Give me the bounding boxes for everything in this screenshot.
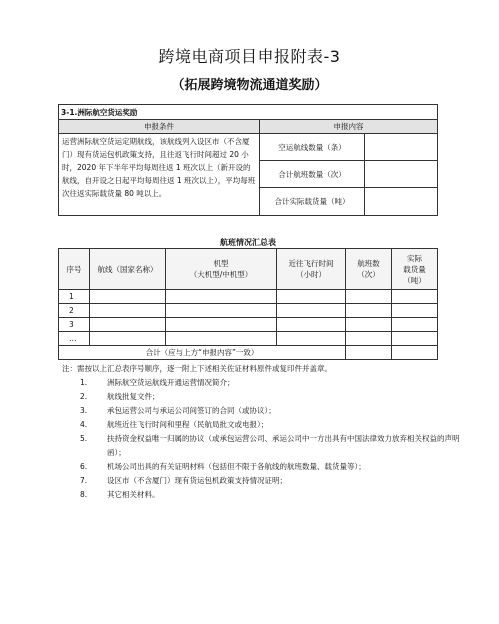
note-item — [62, 376, 462, 390]
notes-lead: 注：需按以上汇总表序号顺序，逐一附上下述相关佐证材料原件或复印件并盖章。 — [62, 364, 332, 373]
row-cell[interactable] — [346, 332, 392, 346]
row-seq: 1 — [59, 290, 90, 304]
table-row — [59, 332, 438, 346]
row-seq: 2 — [59, 304, 90, 318]
note-text: 设区市（不含厦门）现有货运包机政策支持情况证明； — [107, 476, 287, 485]
note-item — [62, 474, 462, 488]
row-cell[interactable] — [277, 304, 346, 318]
page-title: 跨境电商项目申报附表-3 — [158, 47, 341, 66]
note-text: 承包运营公司与承运公司间签订的合同（或协议）； — [107, 406, 276, 415]
note-item — [62, 404, 462, 418]
note-text: 扶持资金权益唯一归属的协议（或承包运营公司、承运公司中一方出具有中国法律效力放弃相关权益的声明函）； — [107, 434, 460, 457]
col-header-cargo: 实际 载货量 （吨） — [392, 249, 438, 290]
content-value-cargo[interactable] — [365, 188, 438, 216]
row-cell[interactable] — [392, 304, 438, 318]
content-value-flights[interactable] — [365, 161, 438, 188]
table-row — [59, 304, 438, 318]
table-row — [59, 318, 438, 332]
note-text: 其它相关材料。 — [107, 490, 160, 499]
summary-caption: 航班情况汇总表 — [220, 238, 276, 247]
row-cell[interactable] — [346, 304, 392, 318]
row-seq: 3 — [59, 318, 90, 332]
note-text: 航线批复文件； — [107, 392, 160, 401]
row-cell[interactable] — [166, 290, 277, 304]
note-text: 洲际航空货运航线开通运营情况简介； — [107, 378, 235, 387]
note-item — [62, 390, 462, 404]
note-number: 6. — [80, 462, 88, 471]
condition-header: 申报条件 — [59, 120, 260, 134]
note-item — [62, 460, 462, 474]
note-text: 机场公司出具的有关证明材料（包括但不限于各航线的航班数量、载货量等）； — [107, 462, 366, 471]
total-row — [59, 346, 438, 360]
note-text: 航班近往飞行时间和里程（民航局批文或电报）； — [107, 420, 269, 429]
note-number: 7. — [80, 476, 88, 485]
row-cell[interactable] — [90, 290, 166, 304]
col-header-flights: 航班数 （次） — [346, 249, 392, 290]
col-header-seq: 序号 — [59, 249, 90, 290]
note-number: 8. — [80, 490, 88, 499]
total-flights-cell[interactable] — [346, 346, 392, 360]
page-subtitle: （拓展跨境物流通道奖励） — [171, 78, 328, 93]
row-cell[interactable] — [90, 332, 166, 346]
total-label: 合计（应与上方“申报内容”一致） — [59, 346, 346, 360]
content-item-routes: 空运航线数量（条） — [260, 134, 365, 161]
content-item-flights: 合计航班数量（次） — [260, 161, 365, 188]
note-number: 5. — [80, 434, 88, 443]
note-number: 3. — [80, 406, 88, 415]
content-item-cargo: 合计实际载货量（吨） — [260, 188, 365, 216]
note-number: 4. — [80, 420, 88, 429]
row-cell[interactable] — [346, 290, 392, 304]
row-cell[interactable] — [346, 318, 392, 332]
row-seq: … — [59, 332, 90, 346]
row-cell[interactable] — [90, 318, 166, 332]
note-number: 1. — [80, 378, 88, 387]
content-value-routes[interactable] — [365, 134, 438, 161]
col-header-route: 航线（国家名称） — [90, 249, 166, 290]
row-cell[interactable] — [277, 290, 346, 304]
table-row — [59, 290, 438, 304]
note-item — [62, 418, 462, 432]
row-cell[interactable] — [166, 332, 277, 346]
row-cell[interactable] — [392, 318, 438, 332]
note-number: 2. — [80, 392, 88, 401]
row-cell[interactable] — [90, 304, 166, 318]
col-header-aircraft: 机型 （大机型/中机型） — [166, 249, 277, 290]
note-item — [62, 432, 462, 460]
row-cell[interactable] — [166, 318, 277, 332]
row-cell[interactable] — [277, 332, 346, 346]
row-cell[interactable] — [392, 290, 438, 304]
total-cargo-cell[interactable] — [392, 346, 438, 360]
notes-list — [62, 376, 462, 502]
content-header: 申报内容 — [260, 120, 438, 134]
col-header-hours: 近往飞行时间 （小时） — [277, 249, 346, 290]
application-table — [58, 104, 438, 216]
row-cell[interactable] — [166, 304, 277, 318]
row-cell[interactable] — [392, 332, 438, 346]
condition-text: 运营洲际航空货运定期航线，该航线列入设区市（不含厦门）现有货运包机政策支持，且往返飞行时间超过 20 小时，2020 年下半年平均每周往返 1 班次以上（新开设的航线，自开设之日起平均每周往返 1 班次以上），平均每班次往返实际载货量 80 吨以上。 — [59, 134, 260, 216]
section-label: 3-1.洲际航空货运奖励 — [59, 105, 438, 120]
row-cell[interactable] — [277, 318, 346, 332]
note-item — [62, 488, 462, 502]
flight-summary-table — [58, 248, 438, 360]
notes — [62, 362, 462, 502]
